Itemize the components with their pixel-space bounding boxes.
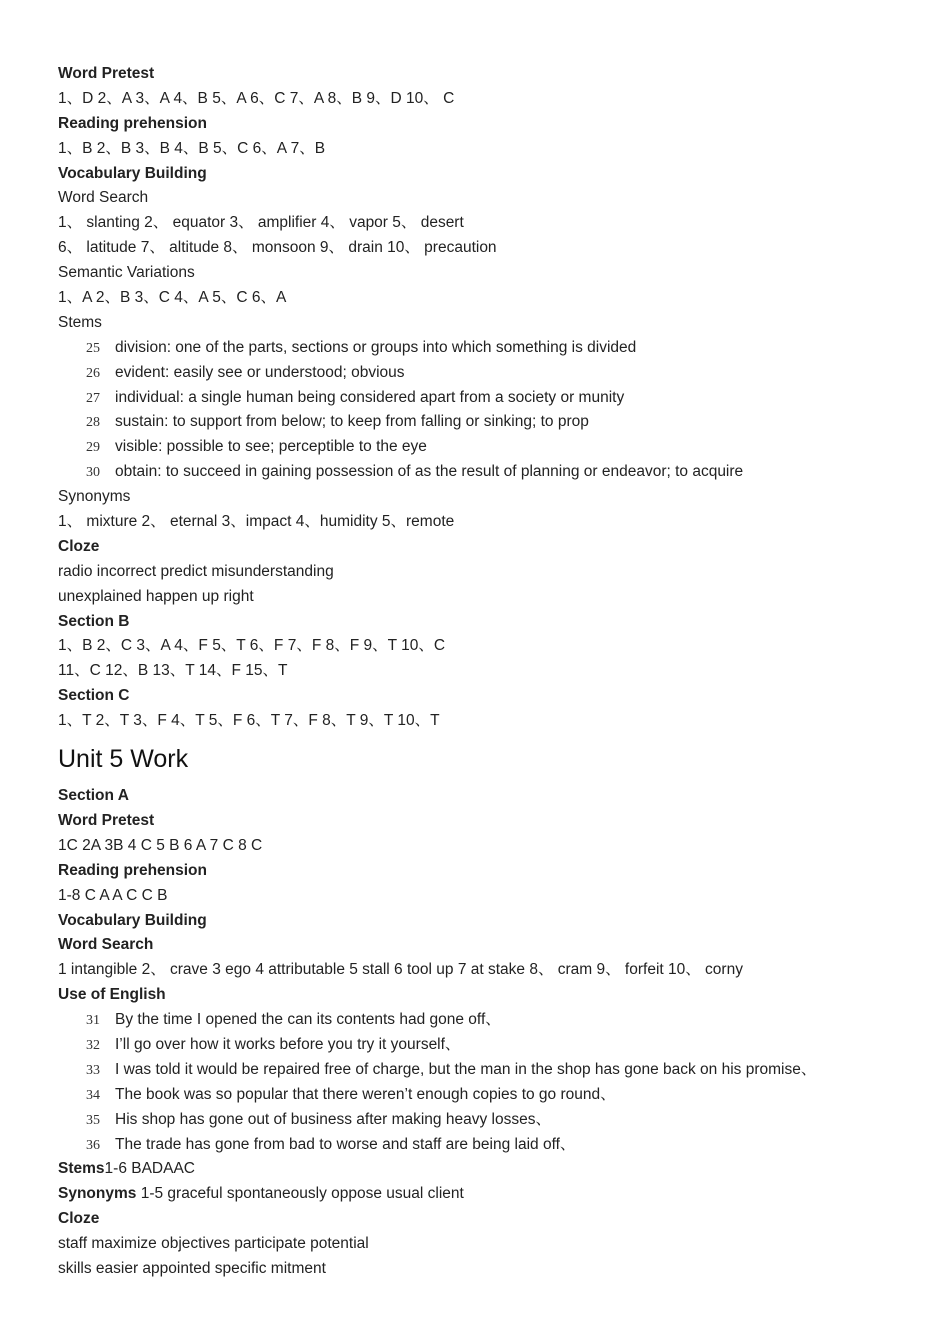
vocab-heading: Vocabulary Building [58,164,207,182]
section-c-heading: Section C [58,687,130,705]
stems-answers: 1-6 BADAAC [104,1160,195,1178]
vocab-heading: Vocabulary Building [58,911,207,929]
item-text: visible: possible to see; perceptible to the eye [115,438,427,456]
section-b-answers: 1、B 2、C 3、A 4、F 5、T 6、F 7、F 8、F 9、T 10、C [58,637,446,655]
word-search-answers: 1 intangible 2、 crave 3 ego 4 attributable 5 stall 6 tool up 7 at stake 8、 cram 9、 forfeit 10、 corny [58,961,743,979]
stem-item [58,336,928,361]
reading-answers: 1-8 C A A C C B [58,886,168,904]
synonyms-label: Synonyms [58,488,131,506]
item-text: His shop has gone out of business after making heavy losses、 [115,1110,551,1128]
sentence-item [58,1033,928,1058]
item-text: By the time I opened the can its contents had gone off、 [115,1011,501,1029]
use-of-english-heading: Use of English [58,986,166,1004]
item-text: division: one of the parts, sections or groups into which something is divided [115,338,637,356]
word-pretest-answers: 1、D 2、A 3、A 4、B 5、A 6、C 7、A 8、B 9、D 10、 C [58,89,455,107]
stem-item [58,386,928,411]
cloze-heading: Cloze [58,1210,100,1228]
sentence-item [58,1083,928,1108]
word-search-heading: Word Search [58,936,154,954]
item-number: 29 [86,440,100,456]
reading-answers: 1、B 2、B 3、B 4、B 5、C 6、A 7、B [58,139,326,157]
reading-heading: Reading prehension [58,861,207,879]
item-number: 28 [86,415,100,431]
cloze-line: staff maximize objectives participate potential [58,1235,369,1253]
item-number: 27 [86,390,100,406]
synonyms-heading: Synonyms [58,1185,137,1203]
item-text: I was told it would be repaired free of charge, but the man in the shop has gone back on his promise、 [115,1060,817,1078]
stem-item [58,435,928,460]
stems-row [58,1157,928,1182]
semantic-label: Semantic Variations [58,264,195,282]
word-pretest-heading: Word Pretest [58,65,155,82]
section-b-heading: Section B [58,612,130,630]
item-number: 25 [86,340,100,356]
synonyms-row [58,1182,928,1207]
sentence-item [58,1058,928,1083]
item-number: 31 [86,1013,100,1029]
item-text: sustain: to support from below; to keep from falling or sinking; to prop [115,413,589,431]
stems-label: Stems [58,313,102,331]
item-text: evident: easily see or understood; obvious [115,363,405,381]
sentence-item [58,1108,928,1133]
stems-heading: Stems [58,1160,105,1178]
unit-title: Unit 5 Work [58,745,189,774]
sentence-item [58,1133,928,1158]
section-b-answers: 11、C 12、B 13、T 14、F 15、T [58,662,288,680]
answer-key-page [58,62,928,1282]
item-number: 32 [86,1037,100,1053]
cloze-heading: Cloze [58,537,100,555]
item-text: individual: a single human being considered apart from a society or munity [115,388,625,406]
stem-item [58,410,928,435]
item-number: 36 [86,1137,100,1153]
item-number: 30 [86,465,100,481]
item-number: 34 [86,1087,100,1103]
stem-item [58,361,928,386]
word-pretest-heading: Word Pretest [58,811,155,829]
item-text: The book was so popular that there weren’t enough copies to go round、 [115,1085,616,1103]
semantic-answers: 1、A 2、B 3、C 4、A 5、C 6、A [58,289,287,307]
word-search-line: 1、 slanting 2、 equator 3、 amplifier 4、 vapor 5、 desert [58,214,464,232]
item-number: 35 [86,1112,100,1128]
cloze-line: skills easier appointed specific mitment [58,1259,326,1277]
section-a-heading: Section A [58,787,129,805]
sentence-item [58,1008,928,1033]
cloze-line: radio incorrect predict misunderstanding [58,562,334,580]
section-c-answers: 1、T 2、T 3、F 4、T 5、F 6、T 7、F 8、T 9、T 10、T [58,712,440,730]
stem-item [58,460,928,485]
reading-heading: Reading prehension [58,114,207,132]
item-number: 26 [86,365,100,381]
word-pretest-answers: 1C 2A 3B 4 C 5 B 6 A 7 C 8 C [58,836,263,854]
item-number: 33 [86,1062,100,1078]
word-search-label: Word Search [58,189,149,207]
item-text: obtain: to succeed in gaining possession of as the result of planning or endeavor; to acquire [115,463,744,481]
synonyms-answers: 1-5 graceful spontaneously oppose usual client [136,1185,464,1203]
word-search-line: 6、 latitude 7、 altitude 8、 monsoon 9、 drain 10、 precaution [58,239,497,257]
item-text: The trade has gone from bad to worse and staff are being laid off、 [115,1135,576,1153]
synonyms-answers: 1、 mixture 2、 eternal 3、impact 4、humidity 5、remote [58,513,455,531]
item-text: I’ll go over how it works before you try it yourself、 [115,1035,461,1053]
cloze-line: unexplained happen up right [58,587,254,605]
